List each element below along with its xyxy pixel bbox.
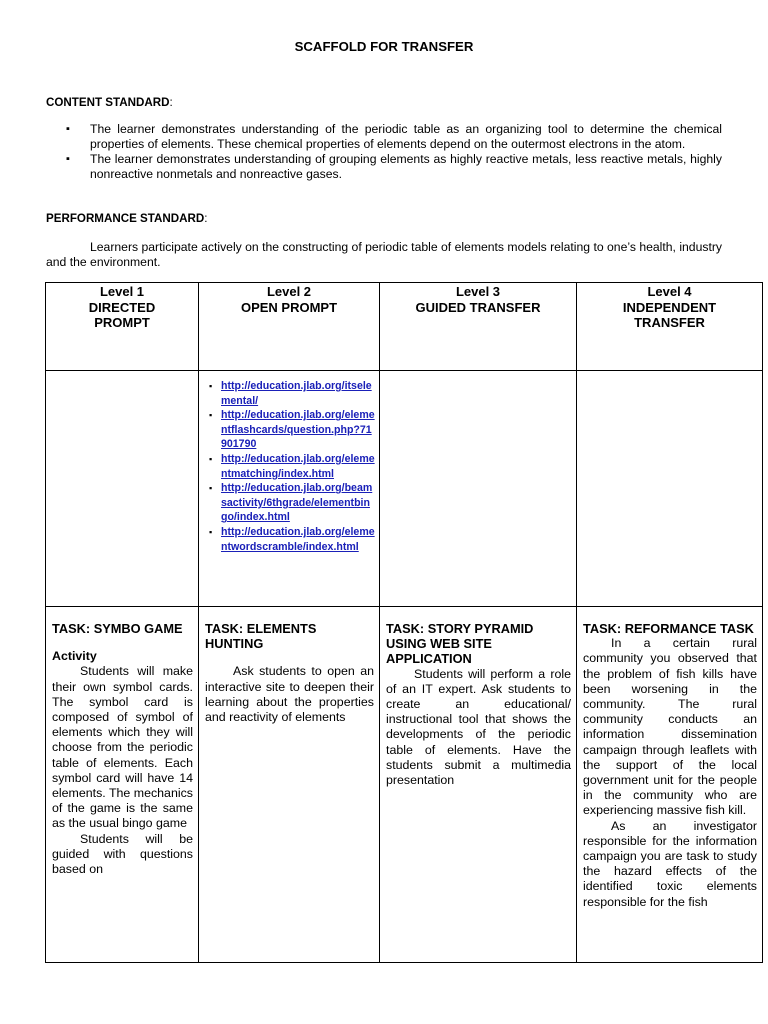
task-cell-level-4 bbox=[577, 607, 763, 963]
resources-cell-level-2 bbox=[199, 371, 380, 607]
document-title: SCAFFOLD FOR TRANSFER bbox=[294, 39, 474, 54]
tasks-row bbox=[46, 607, 763, 963]
content-standard-label: CONTENT STANDARD bbox=[46, 96, 170, 109]
level-1-name: DIRECTED PROMPT bbox=[88, 299, 156, 330]
task-title-level-3: TASK: STORY PYRAMID USING WEB SITE APPLICATION bbox=[386, 621, 534, 667]
content-standard-bullet-2: ▪ The learner demonstrates understanding of grouping elements as highly reactive metals, less reactive metals, highly nonreactive nonmetals and nonreactive gases. bbox=[46, 152, 722, 182]
task-cell-level-1 bbox=[46, 607, 199, 963]
resources-cell-level-3 bbox=[380, 371, 577, 607]
link-elementwordscramble[interactable]: http://education.jlab.org/elementwordscramble/index.html bbox=[221, 525, 375, 553]
link-elementflashcards[interactable]: http://education.jlab.org/elementflashcards/question.php?71901790 bbox=[221, 409, 375, 451]
header-level-2 bbox=[199, 283, 380, 371]
task-title-level-1: TASK: SYMBO GAME bbox=[52, 621, 183, 636]
resources-cell-level-4 bbox=[577, 371, 763, 607]
link-elementbingo[interactable]: http://education.jlab.org/beamsactivity/6thgrade/elementbingo/index.html bbox=[221, 482, 373, 524]
resources-row bbox=[46, 371, 763, 607]
task-text-level-1-cont: Students will be guided with questions based on bbox=[52, 831, 193, 877]
content-standard-list bbox=[46, 122, 722, 182]
task-cell-level-3 bbox=[380, 607, 577, 963]
header-level-4 bbox=[577, 283, 763, 371]
header-level-1 bbox=[46, 283, 199, 371]
content-standard-heading bbox=[46, 96, 173, 109]
level-4-name: INDEPENDENT TRANSFER bbox=[622, 299, 717, 330]
level-1-number: Level 1 bbox=[99, 284, 145, 299]
task-text-level-3: Students will perform a role of an IT expert. Ask students to create an educational/ instructional tool that shows the developments of the periodic table of elements. Have the students submit a multimedia presentation bbox=[386, 666, 571, 788]
content-standard-bullet-1: ▪ The learner demonstrates understanding of the periodic table as an organizing tool to determine the chemical properties of elements. These chemical properties of elements depend on the outermost electrons in the atom. bbox=[46, 122, 722, 152]
activity-label: Activity bbox=[52, 649, 97, 664]
performance-standard-text: Learners participate actively on the constructing of periodic table of elements models relating to one’s health, industry and the environment. bbox=[46, 240, 722, 269]
task-title-level-4: TASK: REFORMANCE TASK bbox=[583, 621, 754, 636]
performance-standard-heading bbox=[46, 212, 207, 225]
level-2-name: OPEN PROMPT bbox=[240, 299, 338, 315]
resources-cell-level-1 bbox=[46, 371, 199, 607]
performance-standard-colon: : bbox=[204, 212, 208, 225]
task-text-level-4: In a certain rural community you observed that the problem of fish kills have been worsening in the community. The rural community conducts an information dissemination campaign through leaflets with the support of the local government unit for the people in the community who are experiencing massive fish kill. bbox=[583, 636, 757, 818]
link-itselemental[interactable]: http://education.jlab.org/itselemental/ bbox=[221, 380, 372, 407]
link-item bbox=[221, 379, 375, 408]
task-text-level-2: Ask students to open an interactive site to deepen their learning about the properties and reactivity of elements bbox=[205, 664, 374, 725]
link-item bbox=[221, 481, 375, 525]
performance-standard-label: PERFORMANCE STANDARD bbox=[46, 212, 205, 225]
level-2-number: Level 2 bbox=[266, 284, 312, 299]
task-cell-level-2 bbox=[199, 607, 380, 963]
link-item bbox=[221, 408, 375, 452]
task-text-level-4-cont: As an investigator responsible for the information campaign you are task to study the hazard effects of the identified toxic elements responsible for the fish bbox=[583, 818, 757, 909]
link-item bbox=[221, 452, 375, 481]
link-elementmatching[interactable]: http://education.jlab.org/elementmatching/index.html bbox=[221, 452, 375, 480]
level-3-name: GUIDED TRANSFER bbox=[415, 299, 541, 315]
task-text-level-1: Students will make their own symbol cards. The symbol card is composed of symbol of elements which they will choose from the periodic table of elements. Each symbol card will have 14 elements. The mechanics of the game is the same as the usual bingo game bbox=[52, 664, 193, 831]
level-4-number: Level 4 bbox=[647, 284, 692, 299]
content-standard-colon: : bbox=[169, 96, 173, 109]
link-list bbox=[199, 371, 379, 554]
task-title-level-2: TASK: ELEMENTS HUNTING bbox=[205, 621, 317, 652]
level-3-number: Level 3 bbox=[455, 284, 501, 299]
header-row bbox=[46, 283, 763, 371]
header-level-3 bbox=[380, 283, 577, 371]
link-item bbox=[221, 525, 375, 554]
scaffold-table bbox=[45, 282, 763, 963]
